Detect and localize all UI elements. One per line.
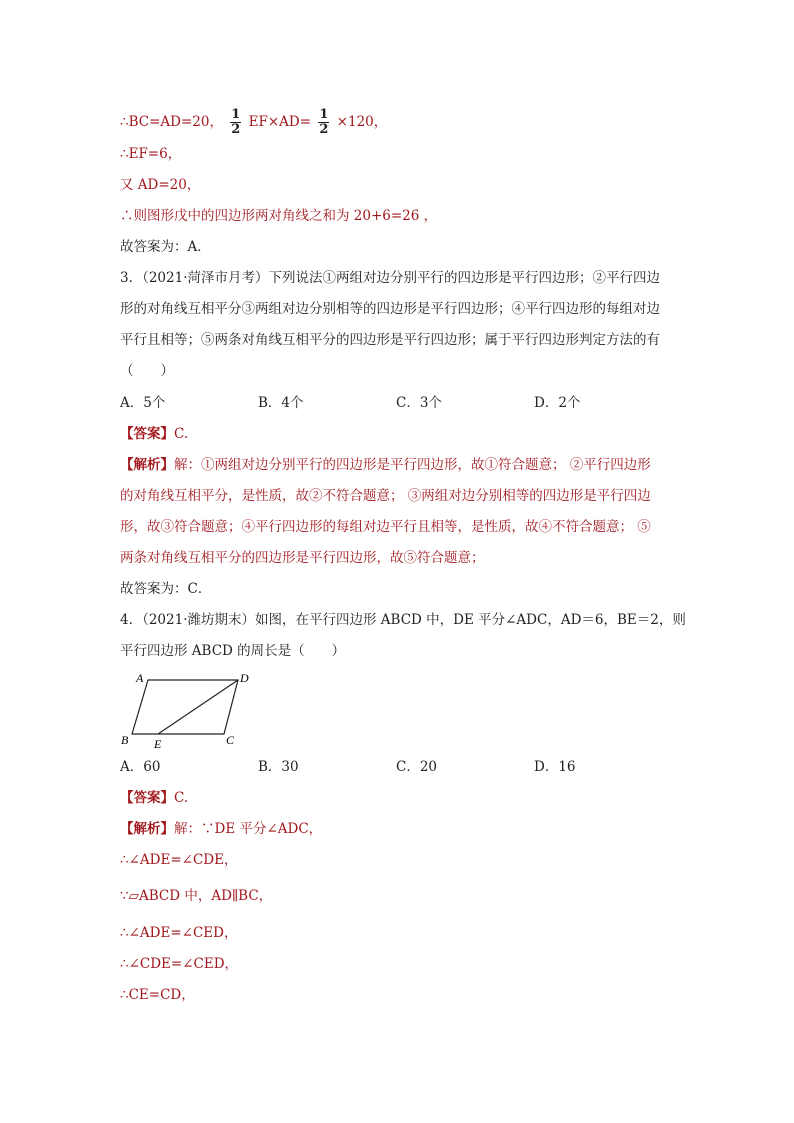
analysis-tag: 【解析】 xyxy=(120,821,174,837)
text: 解：①两组对边分别平行的四边形是平行四边形，故①符合题意； ②平行四边形 xyxy=(174,457,651,473)
top-line-4 xyxy=(120,206,437,226)
q4-option-c: C．20 xyxy=(396,759,438,775)
q3-line-3: 平行且相等；⑤两条对角线互相平分的四边形是平行四边形；属于平行四边形判定方法的有 xyxy=(120,332,660,348)
q4-line-1 xyxy=(120,610,686,630)
parallelogram-shape xyxy=(132,680,238,734)
q3-line-1 xyxy=(120,268,660,288)
label-d: D xyxy=(240,671,249,685)
q3-analysis-1 xyxy=(120,455,651,475)
top-line-3: 又 AD=20， xyxy=(120,177,201,193)
text: ∴BC=AD=20， xyxy=(120,114,223,130)
q4-step-2: ∵▱ABCD 中，AD∥BC， xyxy=(120,888,273,904)
q4-step-4: ∴∠CDE=∠CED， xyxy=(120,956,239,972)
q4-step-5: ∴CE=CD， xyxy=(120,987,195,1003)
analysis-tag: 【解析】 xyxy=(120,457,174,473)
q4-step-1: ∴∠ADE=∠CDE， xyxy=(120,852,238,868)
text: ， xyxy=(423,208,438,224)
text: EF×AD= xyxy=(248,114,312,130)
q4-line-2: 平行四边形 ABCD 的周长是（ ） xyxy=(120,643,346,659)
q3-option-c: C．3个 xyxy=(396,395,442,411)
label-e: E xyxy=(154,737,162,751)
q3-option-a: A．5个 xyxy=(120,395,166,411)
answer-tag: 【答案】 xyxy=(120,426,174,442)
text: 下列说法①两组对边分别平行的四边形是平行四边形；②平行四边 xyxy=(268,270,660,286)
q4-option-a: A．60 xyxy=(120,759,161,775)
frac-num: 1 xyxy=(231,107,241,122)
frac-num: 1 xyxy=(319,107,329,122)
q3-analysis-2: 的对角线互相平分，是性质，故②不符合题意； ③两组对边分别相等的四边形是平行四边 xyxy=(120,488,651,504)
fraction-half xyxy=(318,108,329,137)
top-line-1 xyxy=(120,108,387,137)
q3-line-4: （ ） xyxy=(120,363,174,379)
label-c: C xyxy=(226,733,235,747)
frac-den: 2 xyxy=(319,122,329,137)
q4-answer xyxy=(120,788,188,808)
fraction-half xyxy=(230,108,241,137)
answer-value: C. xyxy=(174,426,189,442)
question-number: 4． xyxy=(120,612,143,628)
q4-step-3: ∴∠ADE=∠CED， xyxy=(120,925,238,941)
q4-option-d: D．16 xyxy=(534,759,576,775)
top-conclusion: 故答案为：A． xyxy=(120,239,211,255)
q3-analysis-3: 形，故③符合题意；④平行四边形的每组对边平行且相等，是性质，故④不符合题意； ⑤ xyxy=(120,519,651,535)
label-b: B xyxy=(121,733,129,747)
answer-value: C. xyxy=(174,790,189,806)
frac-den: 2 xyxy=(231,122,241,137)
label-a: A xyxy=(136,671,144,685)
q3-analysis-4: 两条对角线互相平分的四边形是平行四边形，故⑤符合题意； xyxy=(120,550,485,566)
question-source: （2021·菏泽市月考） xyxy=(142,270,269,286)
answer-tag: 【答案】 xyxy=(120,790,174,806)
text: 如图，在平行四边形 ABCD 中，DE 平分∠ADC，AD＝6，BE＝2，则 xyxy=(255,612,686,628)
q3-line-2: 形的对角线互相平分③两组对边分别相等的四边形是平行四边形；④平行四边形的每组对边 xyxy=(120,301,660,317)
q3-conclusion: 故答案为：C． xyxy=(120,581,212,597)
text: 20+6=26 xyxy=(353,208,420,224)
q4-analysis-1 xyxy=(120,819,322,839)
q3-option-d: D．2个 xyxy=(534,395,581,411)
text: 解：∵DE 平分∠ADC， xyxy=(174,821,323,837)
top-line-2: ∴EF=6， xyxy=(120,146,182,162)
q3-answer xyxy=(120,424,188,444)
text: ×120， xyxy=(336,114,388,130)
parallelogram-figure xyxy=(118,670,268,752)
question-number: 3． xyxy=(120,270,143,286)
q3-option-b: B．4个 xyxy=(258,395,304,411)
q4-option-b: B．30 xyxy=(258,759,299,775)
text: ∴则图形戊中的四边形两对角线之和为 xyxy=(120,208,350,224)
question-source: （2021·潍坊期末） xyxy=(142,612,255,628)
